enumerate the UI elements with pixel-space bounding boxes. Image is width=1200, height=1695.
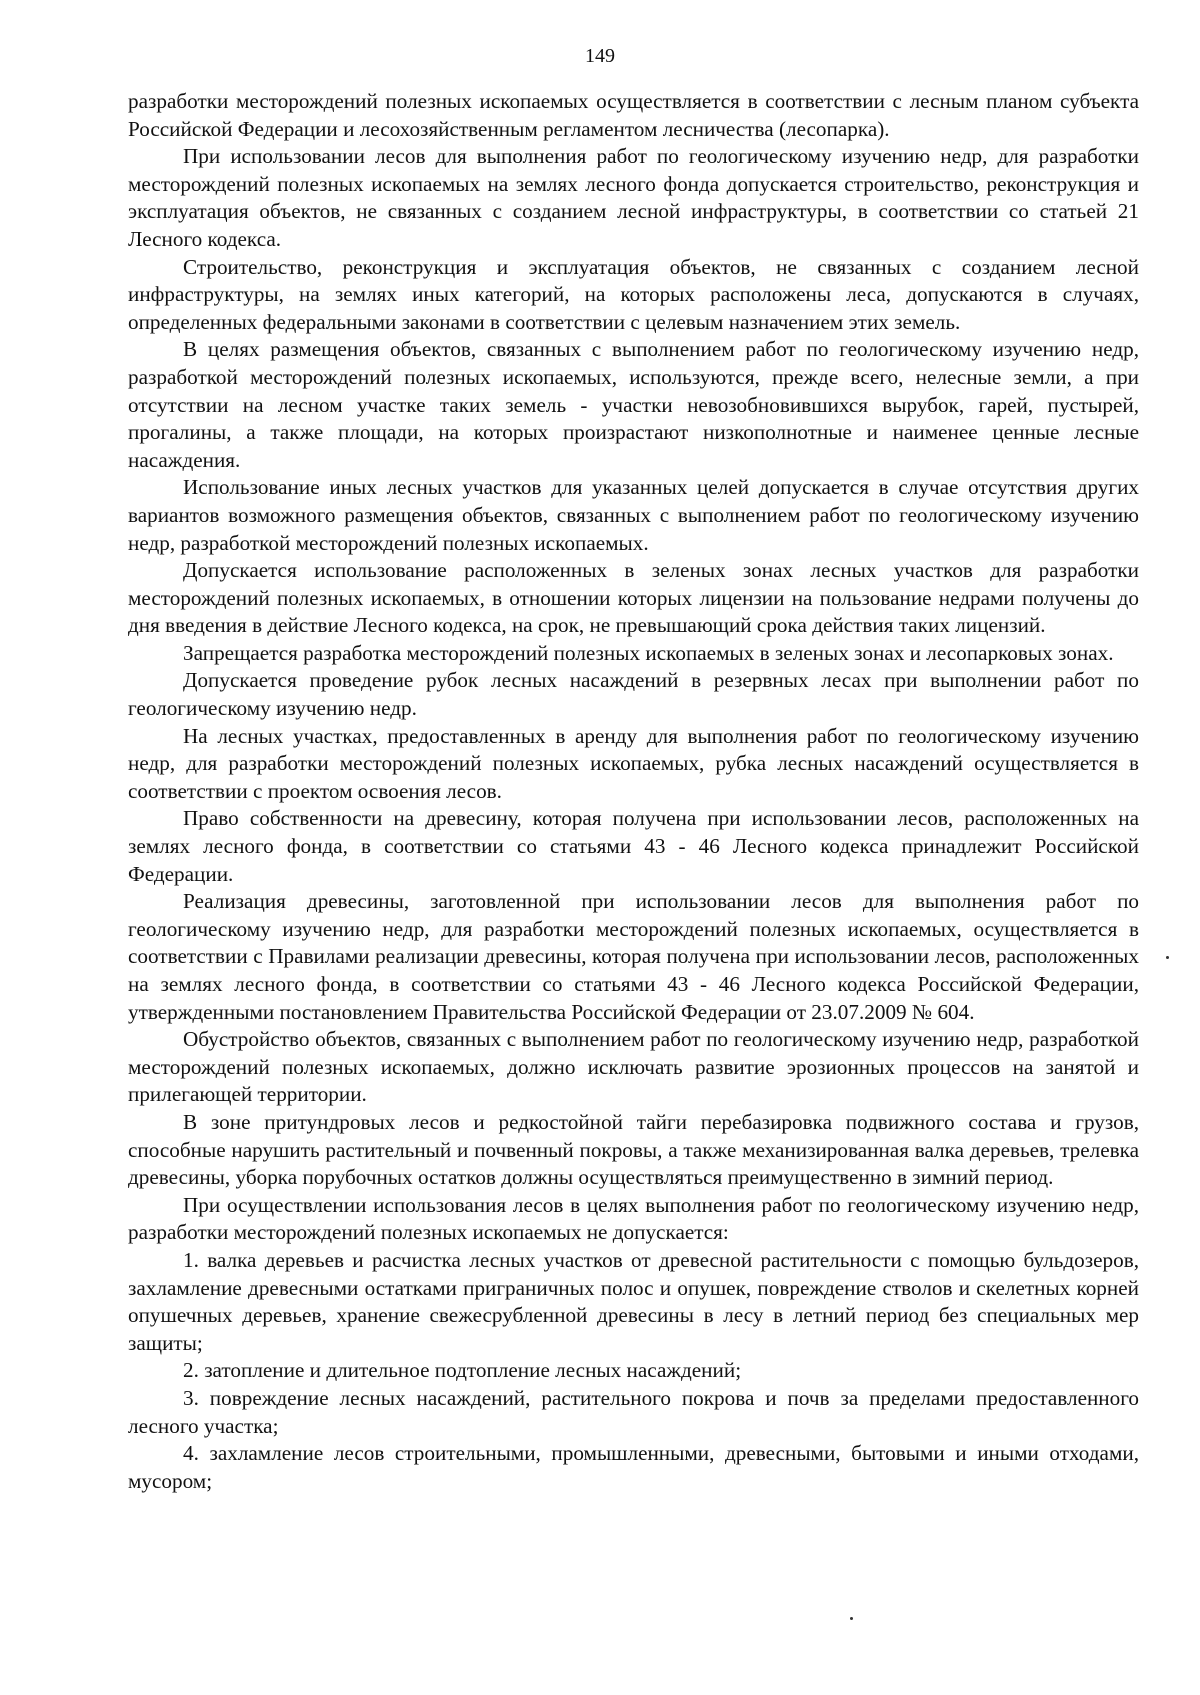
list-item: 4. захламление лесов строительными, промышленными, древесными, бытовыми и иными отходами, мусором; xyxy=(128,1441,1139,1493)
scan-speck xyxy=(850,1617,853,1620)
paragraph-construction-on-forest-fund: При использовании лесов для выполнения работ по геологическому изучению недр, для разработки месторождений полезных ископаемых на землях лесного фонда допускается строительство, реконструкция и эксплуатация объектов, не связанных с созданием лесной инфраструктуры, в соответствии со статьей 21 Лесного кодекса. xyxy=(128,144,1139,251)
paragraph-placement-of-objects: В целях размещения объектов, связанных с выполнением работ по геологическому изучению недр, разработкой месторождений полезных ископаемых, используются, прежде всего, нелесные земли, а при отсутствии на лесном участке таких земель - участки невозобновившихся вырубок, гарей, пустырей, прогалины, а также площади, на которых произрастают низкополнотные и наименее ценные лесные насаждения. xyxy=(128,337,1139,472)
list-item: 2. затопление и длительное подтопление лесных насаждений; xyxy=(183,1358,742,1383)
list-item: 3. повреждение лесных насаждений, растительного покрова и почв за пределами предоставленного лесного участка; xyxy=(128,1385,1139,1438)
paragraph-continuation: разработки месторождений полезных ископаемых осуществляется в соответствии с лесным планом субъекта Российской Федерации и лесохозяйственным регламентом лесничества (лесопарка). xyxy=(128,89,1139,141)
page-number: 149 xyxy=(585,45,615,67)
paragraph-green-zones-allowed: Допускается использование расположенных в зеленых зонах лесных участков для разработки месторождений полезных ископаемых, в отношении которых лицензии на пользование недрами получены до дня введения в действие Лесного кодекса, на срок, не превышающий срока действия таких лицензий. xyxy=(128,558,1139,638)
paragraph-reserve-forests: Допускается проведение рубок лесных насаждений в резервных лесах при выполнении работ по геологическому изучению недр. xyxy=(128,668,1139,721)
paragraph-timber-ownership: Право собственности на древесину, которая получена при использовании лесов, расположенных на землях лесного фонда, в соответствии со статьями 43 - 46 Лесного кодекса принадлежит Российской Федерации. xyxy=(128,806,1139,886)
paragraph-erosion-prevention: Обустройство объектов, связанных с выполнением работ по геологическому изучению недр, разработкой месторождений полезных ископаемых, должно исключать развитие эрозионных процессов на занятой и прилегающей территории. xyxy=(128,1027,1139,1107)
paragraph-prohibitions-intro: При осуществлении использования лесов в целях выполнения работ по геологическому изучению недр, разработки месторождений полезных ископаемых не допускается: xyxy=(128,1192,1139,1245)
paragraph-tundra-forests: В зоне притундровых лесов и редкостойной тайги перебазировка подвижного состава и грузов, способные нарушить растительный и почвенный покровы, а также механизированная валка деревьев, трелевка древесины, уборка порубочных остатков должны осуществляться преимущественно в зимний период. xyxy=(128,1109,1139,1190)
paragraph-green-zones-prohibited: Запрещается разработка месторождений полезных ископаемых в зеленых зонах и лесопарковых зонах. xyxy=(183,640,1114,665)
list-item: 1. валка деревьев и расчистка лесных участков от древесной растительности с помощью бульдозеров, захламление древесными остатками приграничных полос и опушек, повреждение стволов и скелетных корней опушечных деревьев, хранение свежесрубленной древесины в лесу в летний период без специальных мер защиты; xyxy=(128,1247,1139,1355)
paragraph-leased-plots: На лесных участках, предоставленных в аренду для выполнения работ по геологическому изучению недр, для разработки месторождений полезных ископаемых, рубка лесных насаждений осуществляется в соответствии с проектом освоения лесов. xyxy=(128,723,1139,803)
paragraph-timber-sale: Реализация древесины, заготовленной при использовании лесов для выполнения работ по геологическому изучению недр, для разработки месторождений полезных ископаемых, осуществляется в соответствии с Правилами реализации древесины, которая получена при использовании лесов, расположенных на землях лесного фонда, в соответствии со статьями 43 - 46 Лесного кодекса Российской Федерации, утвержденными постановлением Правительства Российской Федерации от 23.07.2009 № 604. xyxy=(128,889,1139,1024)
scan-speck xyxy=(1166,956,1169,959)
document-body xyxy=(128,88,1139,1495)
paragraph-construction-other-lands: Строительство, реконструкция и эксплуатация объектов, не связанных с созданием лесной инфраструктуры, на землях иных категорий, на которых расположены леса, допускаются в случаях, определенных федеральными законами в соответствии с целевым назначением этих земель. xyxy=(128,254,1139,334)
paragraph-other-forest-plots: Использование иных лесных участков для указанных целей допускается в случае отсутствия других вариантов возможного размещения объектов, связанных с выполнением работ по геологическому изучению недр, разработкой месторождений полезных ископаемых. xyxy=(128,475,1139,555)
